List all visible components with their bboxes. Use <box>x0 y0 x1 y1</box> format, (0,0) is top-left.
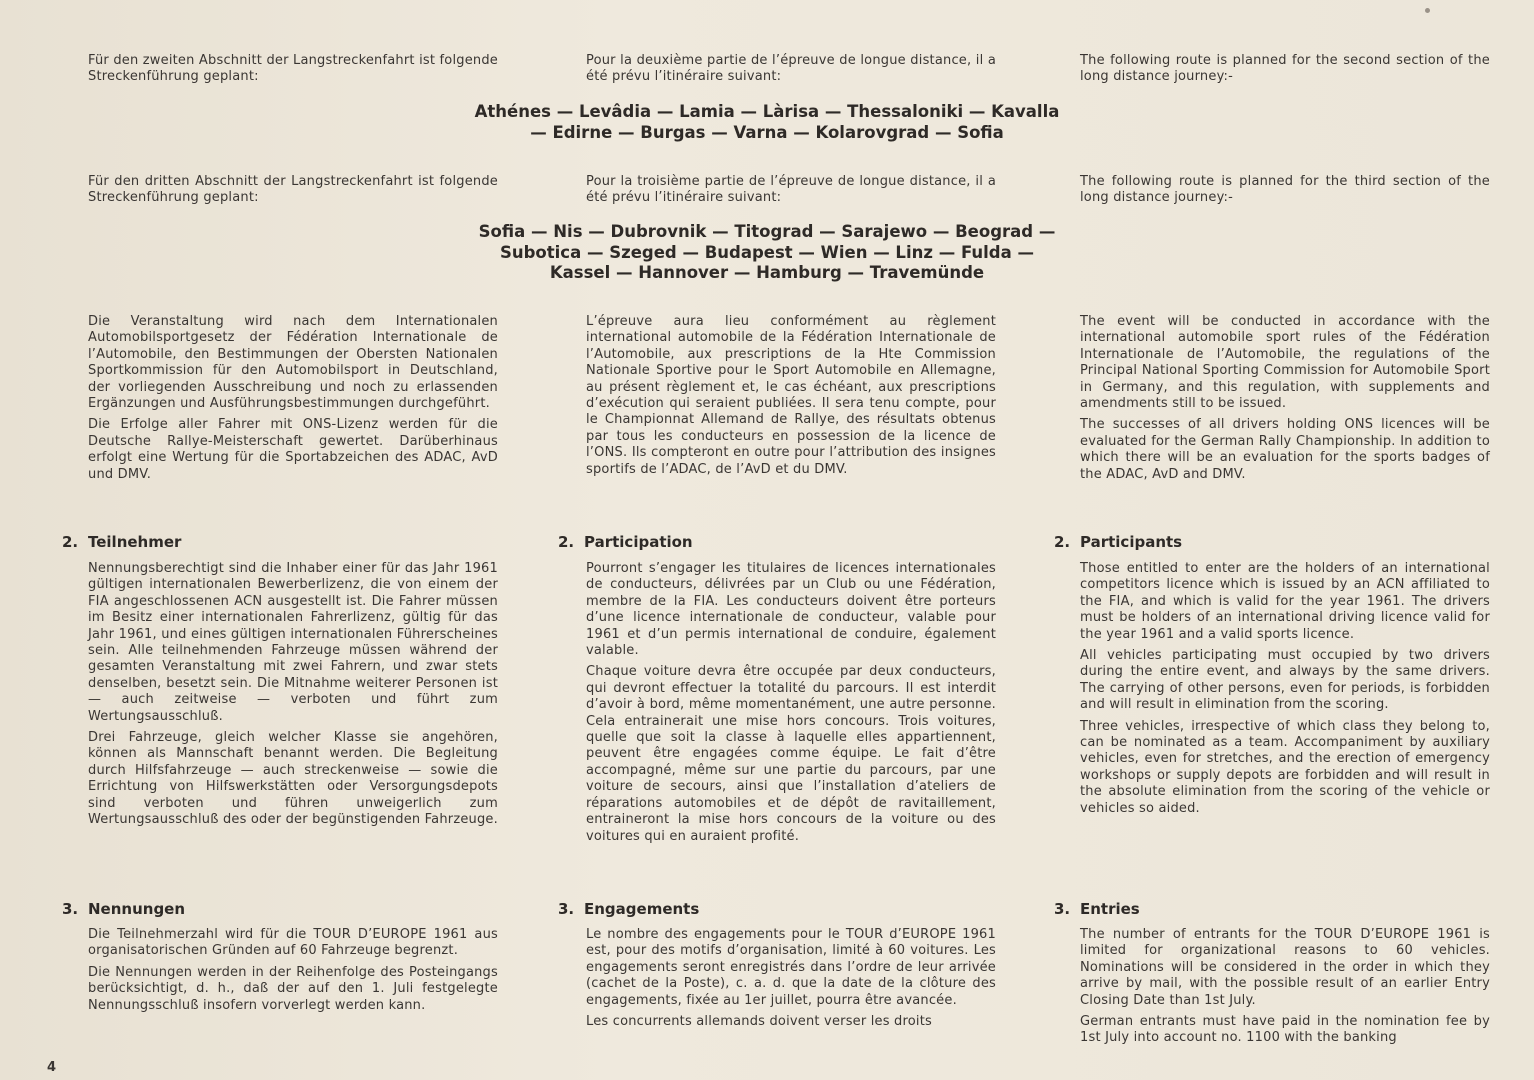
paragraph: Pourront s’engager les titulaires de licences internationales de conducteurs, délivrées par un Club ou une Fédération, membre de la FIA. Les conducteurs doivent être porteurs d’une licence internationale de conducteur, valable pour 1961 et d’un permis international de conduire, également valable. <box>586 561 996 659</box>
section-title: Participants <box>1080 533 1183 551</box>
heading-nennungen <box>62 900 185 918</box>
paper-speck <box>1425 8 1430 13</box>
section3-en <box>1080 927 1490 1047</box>
section3-fr <box>586 927 996 1030</box>
paragraph: German entrants must have paid in the nomination fee by 1st July into account no. 1100 with the banking <box>1080 1014 1490 1046</box>
paragraph: Le nombre des engagements pour le TOUR d’EUROPE 1961 est, pour des motifs d’organisation, limité à 60 voitures. Les engagements seront enregistrés dans l’ordre de leur arrivée (cachet de la Poste), c. a. d. que la date de la clôture des engagements, fixée au 1er juillet, pourra être avancée. <box>586 927 996 1008</box>
intro-en-text: The following route is planned for the second section of the long distance journey:- <box>1080 53 1490 85</box>
paragraph: Die Erfolge aller Fahrer mit ONS-Lizenz werden für die Deutsche Rallye-Meisterschaft gewertet. Darüberhinaus erfolgt eine Wertung für die Sportabzeichen des ADAC, AvD und DMV. <box>88 417 498 482</box>
paragraph: Die Nennungen werden in der Reihenfolge des Posteingangs berücksichtigt, d. h., daß der auf den 1. Juli festgelegte Nennungsschluß insofern vorverlegt werden kann. <box>88 964 498 1013</box>
section-number: 3. <box>62 900 79 918</box>
paragraph: Those entitled to enter are the holders of an international competitors licence which is issued by an ACN affiliated to the FIA, and which is valid for the year 1961. The drivers must be holders of an international driving licence valid for the year 1961 and a valid sports licence. <box>1080 561 1490 642</box>
route-line: Athénes — Levâdia — Lamia — Làrisa — Thessaloniki — Kavalla <box>474 102 1060 121</box>
regulations-de <box>88 314 498 483</box>
section-title: Nennungen <box>88 900 186 918</box>
paragraph: Three vehicles, irrespective of which class they belong to, can be nominated as a team. Accompaniment by auxiliary vehicles, even for stretches, and the erection of emergency workshops or supply depots are forbidden and will result in the absolute elimination from the scoring of the vehicle or vehicles so aided. <box>1080 718 1490 816</box>
section-number: 2. <box>1054 533 1071 551</box>
paragraph: Nennungsberechtigt sind die Inhaber einer für das Jahr 1961 gültigen internationalen Bewerberlizenz, die von einem der FIA angeschlossenen ACN ausgestellt ist. Die Fahrer müssen im Besitz einer internationalen Fahrerlizenz, gültig für das Jahr 1961, und eines gültigen internationalen Führerscheines sein. Alle teilnehmenden Fahrzeuge müssen während der gesamten Veranstaltung mit zwei Fahrern, und zwar stets denselben, besetzt sein. Die Mitnahme weiterer Personen ist — auch zeitweise — verboten und führt zum Wertungsausschluß. <box>88 561 498 724</box>
section3-de <box>88 927 498 1014</box>
heading-engagements <box>558 900 699 918</box>
heading-entries <box>1054 900 1140 918</box>
section-number: 3. <box>558 900 575 918</box>
section2-de <box>88 561 498 829</box>
section-title: Teilnehmer <box>88 533 182 551</box>
route-third-section <box>300 222 1234 284</box>
intro-de <box>88 53 498 86</box>
intro-fr <box>586 53 996 86</box>
section-title: Entries <box>1080 900 1140 918</box>
section-number: 2. <box>558 533 575 551</box>
section-number: 2. <box>62 533 79 551</box>
section-title: Engagements <box>584 900 700 918</box>
regulations-fr <box>586 314 996 478</box>
regulations-en <box>1080 314 1490 483</box>
heading-teilnehmer <box>62 533 181 551</box>
route-line: Subotica — Szeged — Budapest — Wien — Linz — Fulda — <box>499 242 1034 262</box>
section2-en <box>1080 561 1490 817</box>
route-second-section <box>300 102 1234 143</box>
intro3-de-text: Für den dritten Abschnitt der Langstreckenfahrt ist folgende Streckenführung geplant: <box>88 174 498 206</box>
intro3-en-text: The following route is planned for the third section of the long distance journey:- <box>1080 174 1490 206</box>
heading-participation <box>558 533 693 551</box>
intro3-de <box>88 174 498 207</box>
section-title: Participation <box>584 533 693 551</box>
section-number: 3. <box>1054 900 1071 918</box>
paragraph: Chaque voiture devra être occupée par deux conducteurs, qui devront effectuer la totalité du parcours. Il est interdit d’avoir à bord, même momentanément, une autre personne. Cela entrainerait une mise hors concours. Trois voitures, quelle que soit la classe à laquelle elles appartiennent, peuvent être engagées comme équipe. Le fait d’être accompagné, même sur une partie du parcours, par une voiture de secours, ainsi que l’installation d’ateliers de réparations automobiles et de dépôt de ravitaillement, entraineront la mise hors concours de la voiture ou des voitures qui en auraient profité. <box>586 664 996 844</box>
route-line: Kassel — Hannover — Hamburg — Travemünde <box>549 263 985 282</box>
intro-de-text: Für den zweiten Abschnitt der Langstreckenfahrt ist folgende Streckenführung geplant: <box>88 53 498 85</box>
paragraph: Drei Fahrzeuge, gleich welcher Klasse sie angehören, können als Mannschaft benannt werden. Die Begleitung durch Hilfsfahrzeuge — auch streckenweise — sowie die Errichtung von Hilfswerkstätten oder Versorgungsdepots sind verboten und führen unweigerlich zum Wertungsausschluß des oder der begünstigenden Fahrzeuge. <box>88 730 498 828</box>
intro-fr-text: Pour la deuxième partie de l’épreuve de longue distance, il a été prévu l’itinéraire suivant: <box>586 53 996 85</box>
intro-en <box>1080 53 1490 86</box>
heading-participants <box>1054 533 1182 551</box>
intro3-fr-text: Pour la troisième partie de l’épreuve de longue distance, il a été prévu l’itinéraire suivant: <box>586 174 996 206</box>
paragraph: L’épreuve aura lieu conformément au règlement international automobile de la Fédération Internationale de l’Automobile, aux prescriptions de la Hte Commission Nationale Sportive pour le Sport Automobile en Allemagne, au présent règlement et, le cas échéant, aux prescriptions d’exécution qui seraient publiées. Il sera tenu compte, pour le Championnat Allemand de Rallye, des résultats obtenus par tous les conducteurs en possession de la licence de l’ONS. Ils compteront en outre pour l’attribution des insignes sportifs de l’ADAC, de l’AvD et du DMV. <box>586 314 996 477</box>
intro3-fr <box>586 174 996 207</box>
page-number: 4 <box>47 1060 57 1075</box>
paragraph: The event will be conducted in accordance with the international automobile sport rules of the Fédération Internationale de l’Automobile, the regulations of the Principal National Sporting Commission for Automobile Sport in Germany, and this regulation, with supplements and amendments still to be issued. <box>1080 314 1490 412</box>
paragraph: Die Veranstaltung wird nach dem Internationalen Automobilsportgesetz der Fédération Internationale de l’Automobile, den Bestimmungen der Obersten Nationalen Sportkommission für den Automobilsport in Deutschland, der vorliegenden Ausschreibung und noch zu erlassenden Ergänzungen und Ausführungsbestimmungen durchgeführt. <box>88 314 498 412</box>
paragraph: The number of entrants for the TOUR D’EUROPE 1961 is limited for organizational reasons to 60 vehicles. Nominations will be considered in the order in which they arrive by mail, with the possible result of an earlier Entry Closing Date than 1st July. <box>1080 927 1490 1008</box>
paragraph: Die Teilnehmerzahl wird für die TOUR D’EUROPE 1961 aus organisatorischen Gründen auf 60 Fahrzeuge begrenzt. <box>88 927 498 959</box>
paragraph: Les concurrents allemands doivent verser les droits <box>586 1014 932 1030</box>
intro3-en <box>1080 174 1490 207</box>
route-line: — Edirne — Burgas — Varna — Kolarovgrad — Sofia <box>530 122 1004 142</box>
paragraph: The successes of all drivers holding ONS licences will be evaluated for the German Rally Championship. In addition to which there will be an evaluation for the sports badges of the ADAC, AvD and DMV. <box>1080 417 1490 482</box>
paragraph: All vehicles participating must occupied by two drivers during the entire event, and always by the same drivers. The carrying of other persons, even for periods, is forbidden and will result in elimination from the scoring. <box>1080 648 1490 713</box>
route-line: Sofia — Nis — Dubrovnik — Titograd — Sarajewo — Beograd — <box>478 222 1056 241</box>
section2-fr <box>586 561 996 845</box>
